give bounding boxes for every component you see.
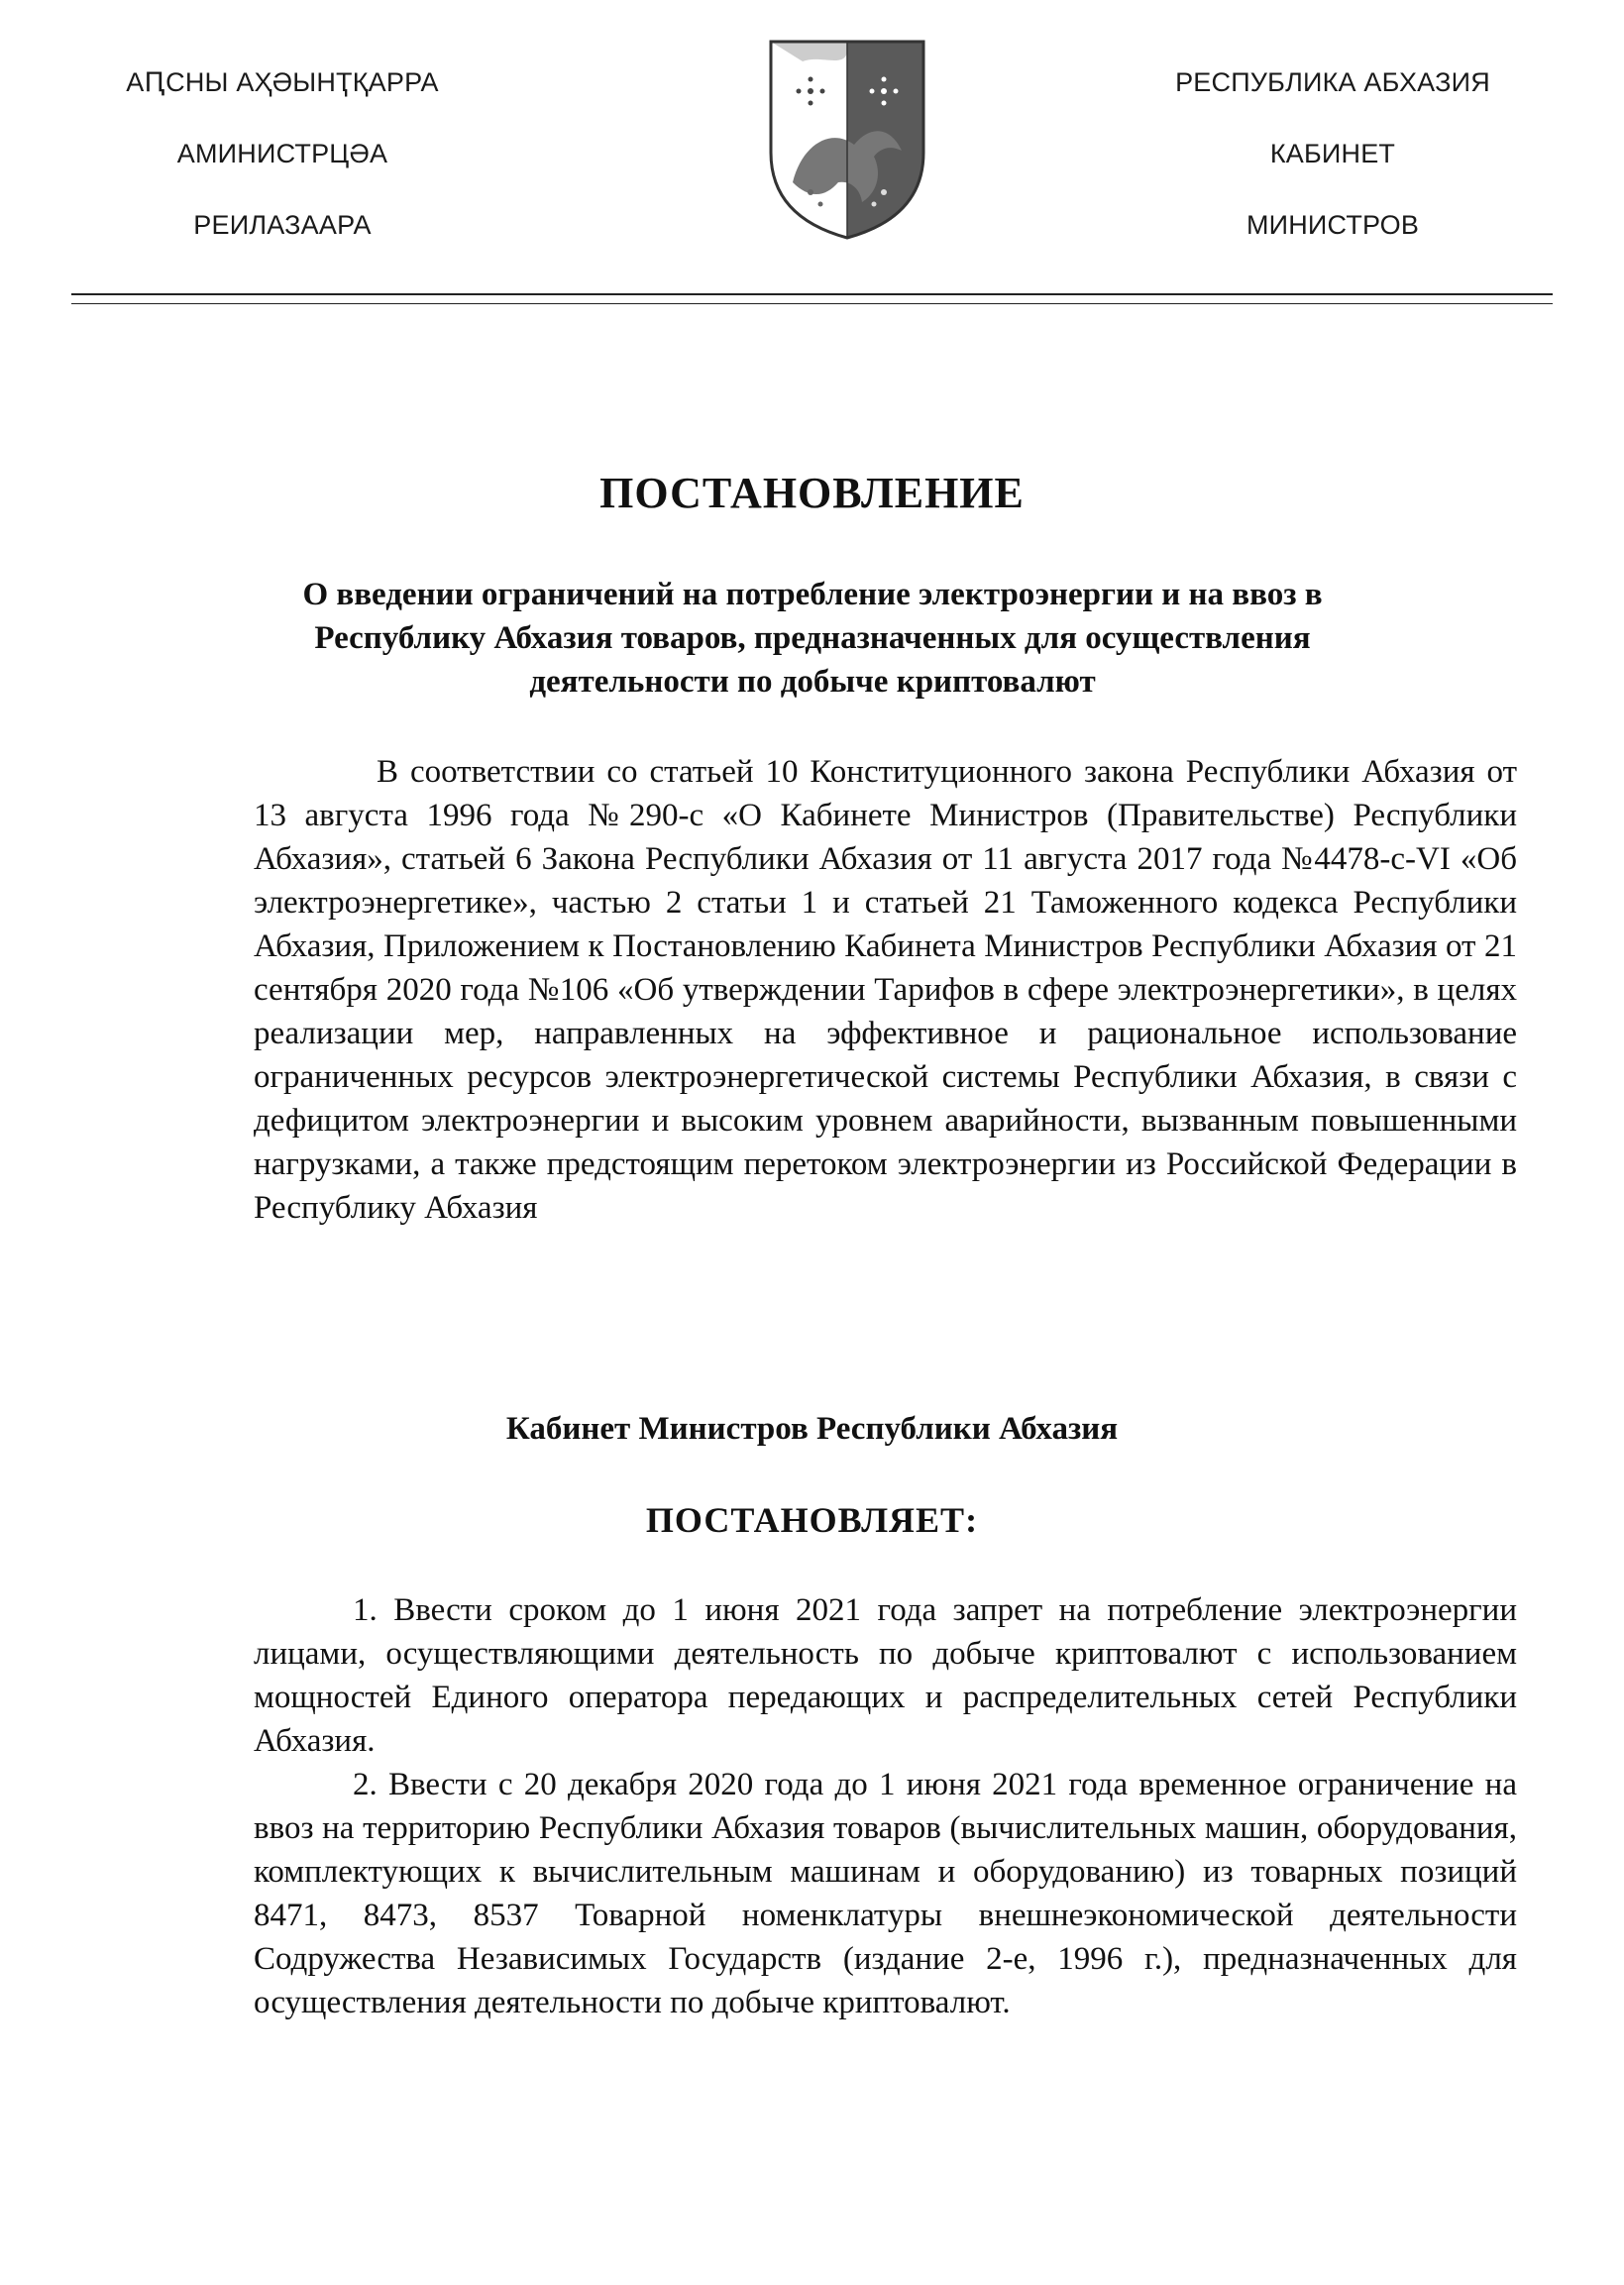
decrees-heading: ПОСТАНОВЛЯЕТ: [645, 1500, 979, 1540]
issuer-heading: Кабинет Министров Республики Абхазия [505, 1411, 1119, 1447]
decree-item-1: 1. Ввести сроком до 1 июня 2021 года запрет на потребление электроэнергии лицами, осуществляющими деятельность по добыче криптовалют с использованием мощностей Единого оператора передающих и распределительных сетей Республики Абхазия. [254, 1592, 1517, 1759]
header-right-line-2: КАБИНЕТ [1269, 139, 1396, 168]
header-right-line-1: РЕСПУБЛИКА АБХАЗИЯ [1175, 67, 1490, 97]
header-left-line-2: АМИНИСТРЦӘА [176, 139, 388, 168]
document-subject: О введении ограничений на потребление электроэнергии и на ввоз в Республику Абхазия товаров, предназначенных для осуществления деятельности по добыче криптовалют [302, 577, 1323, 700]
state-emblem-icon [763, 34, 931, 244]
document-title: ПОСТАНОВЛЕНИЕ [599, 469, 1025, 517]
header-divider-thin [71, 303, 1553, 304]
header-right-line-3: МИНИСТРОВ [1245, 210, 1420, 240]
preamble-paragraph: В соответствии со статьей 10 Конституционного закона Республики Абхазия от 13 августа 1996 года №290-с «О Кабинете Министров (Правительстве) Республики Абхазия», статьей 6 Закона Республики Абхазия от 11 августа 2017 года №4478-с-VI «Об электроэнергетике», частью 2 статьи 1 и статьей 21 Таможенного кодекса Республики Абхазия, Приложением к Постановлению Кабинета Министров Республики Абхазия от 21 сентября 2020 года №106 «Об утверждении Тарифов в сфере электроэнергетики», в целях реализации мер, направленных на эффективное и рациональное использование ограниченных ресурсов электроэнергетической системы Республики Абхазия, в связи с дефицитом электроэнергии и высоким уровнем аварийности, вызванным повышенными нагрузками, а также предстоящим перетоком электроэнергии из Российской Федерации в Республику Абхазия [254, 754, 1517, 1226]
header-left-line-3: РЕИЛАЗААРА [193, 210, 372, 240]
header-divider-thick [71, 293, 1553, 295]
header-left-line-1: АԤСНЫ АҲӘЫНҬҚАРРА [126, 67, 439, 97]
decree-item-2: 2. Ввести с 20 декабря 2020 года до 1 июня 2021 года временное ограничение на ввоз на территорию Республики Абхазия товаров (вычислительных машин, оборудования, комплектующих к вычислительным машинам и оборудованию) из товарных позиций 8471, 8473, 8537 Товарной номенклатуры внешнеэкономической деятельности Содружества Независимых Государств (издание 2-е, 1996 г.), предназначенных для осуществления деятельности по добыче криптовалют. [254, 1767, 1517, 2020]
